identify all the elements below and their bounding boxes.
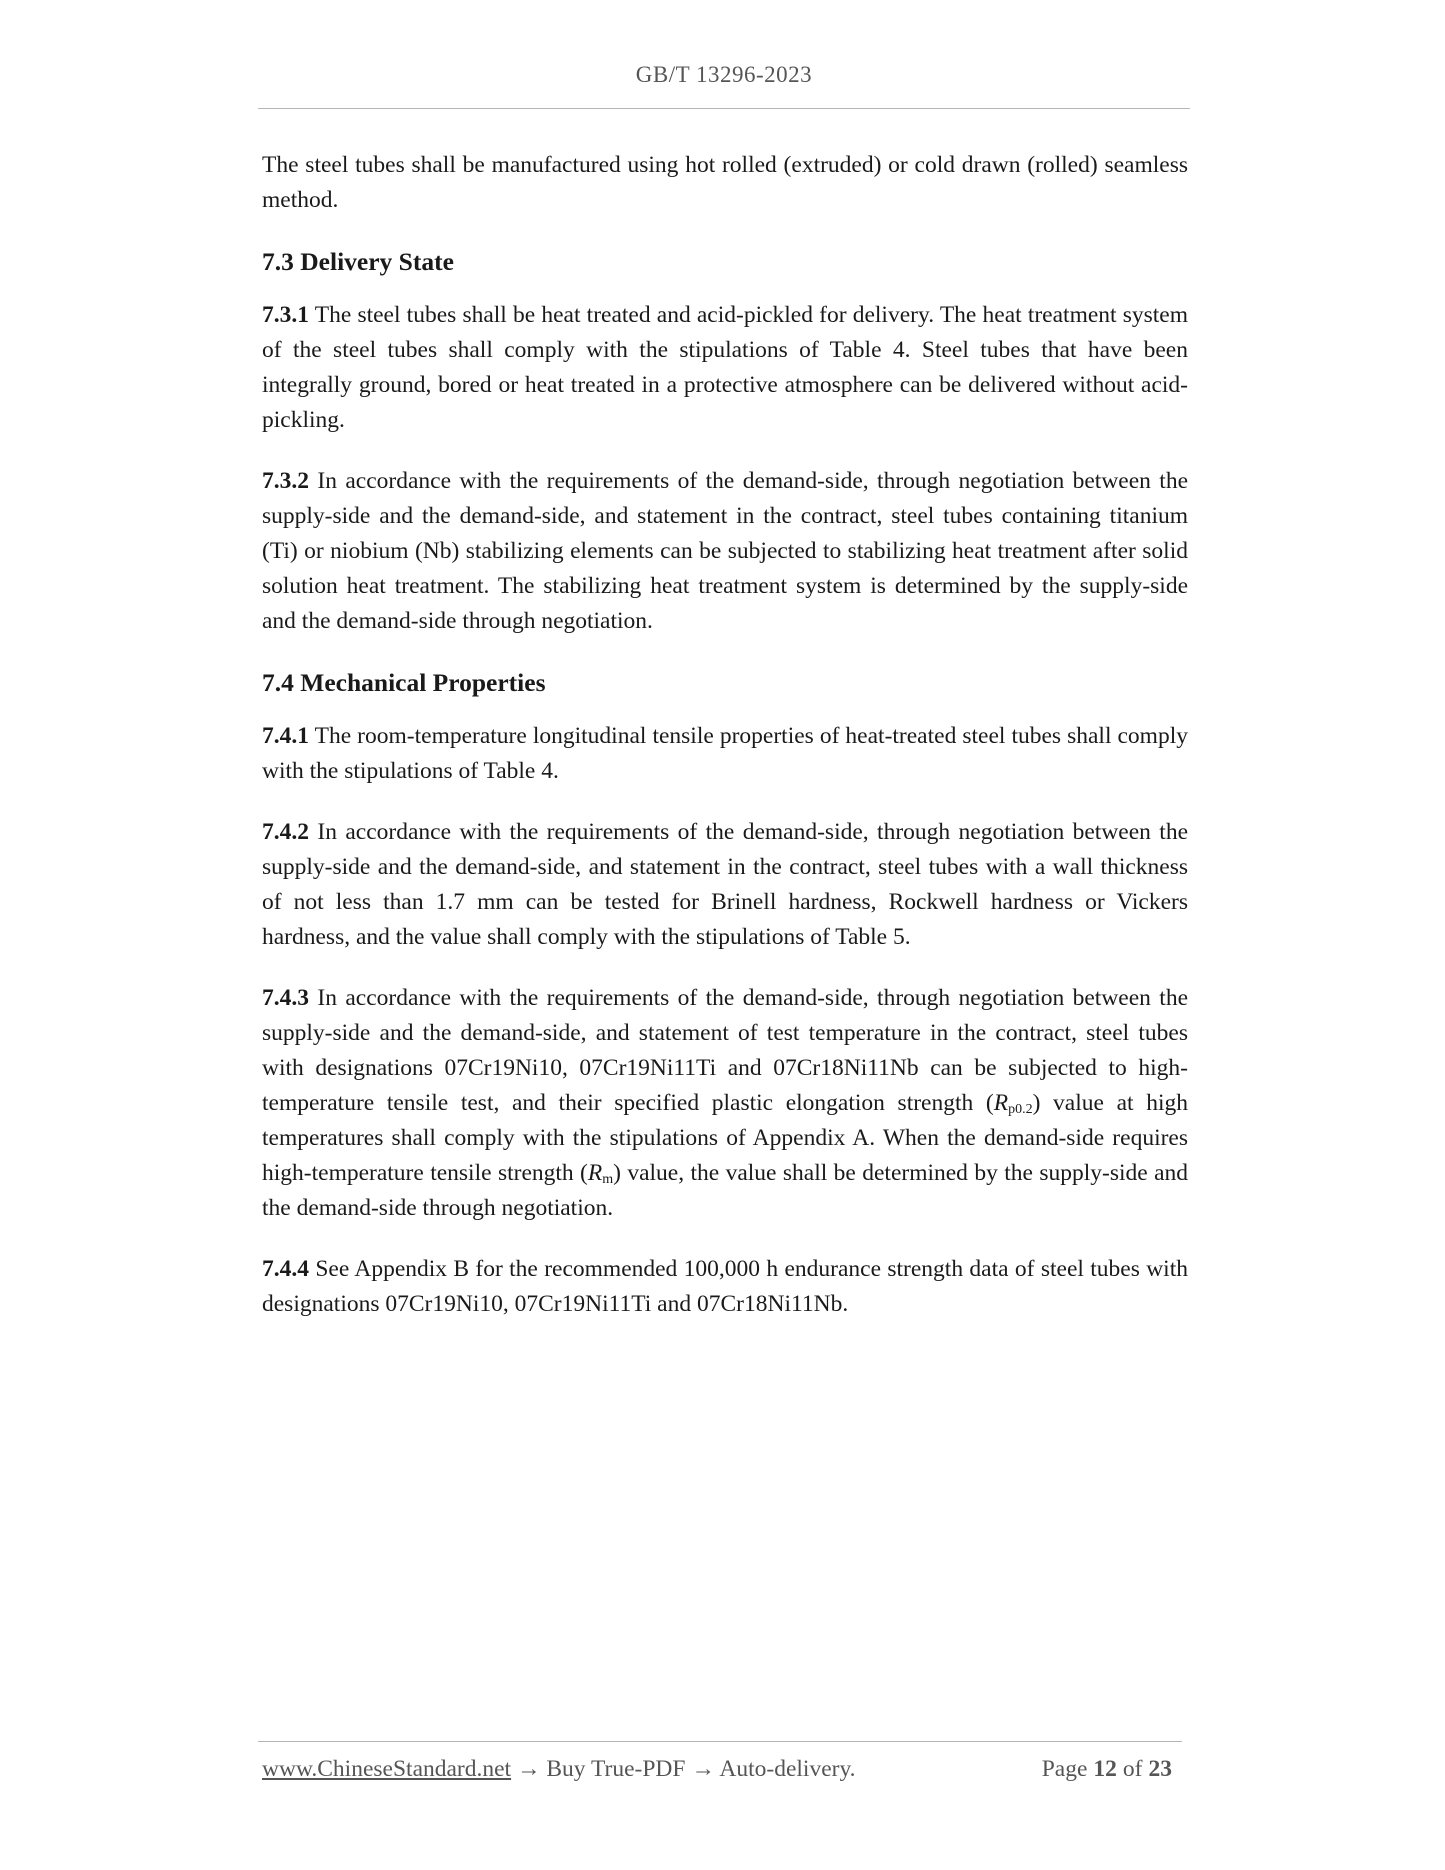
- subscript-m: m: [602, 1172, 614, 1187]
- symbol-r: R: [993, 1090, 1009, 1116]
- section-heading-7-3: 7.3 Delivery State: [262, 247, 454, 276]
- page-indicator: [1042, 1756, 1178, 1783]
- clause-number: 7.4.4: [262, 1256, 309, 1282]
- clause-7-4-1: [262, 719, 1188, 789]
- document-body: [262, 148, 1188, 1348]
- clause-text-part: In accordance with the requirements of the demand-side, through negotiation between the supply-side and the demand-side, and statement of test temperature in the contract, steel tubes with designations 07Cr19Ni10, 07Cr19Ni11Ti and 07Cr18Ni11Nb can be subjected to high-temperature tensile test, and their specified plastic elongation strength (: [262, 985, 1189, 1116]
- clause-number: 7.4.1: [262, 723, 309, 749]
- promo-text: → Buy True-PDF → Auto-delivery.: [511, 1756, 856, 1782]
- current-page-number: 12: [1093, 1756, 1117, 1782]
- clause-text: In accordance with the requirements of the demand-side, through negotiation between the supply-side and the demand-side, and statement in the contract, steel tubes with a wall thickness of not less than 1.7 mm can be tested for Brinell hardness, Rockwell hardness or Vickers hardness, and the value shall comply with the stipulations of Table 5.: [262, 819, 1189, 950]
- clause-7-3-1: [262, 298, 1188, 438]
- clause-text: See Appendix B for the recommended 100,000 h endurance strength data of steel tubes with designations 07Cr19Ni10, 07Cr19Ni11Ti and 07Cr18Ni11Nb.: [262, 1256, 1188, 1317]
- website-link[interactable]: www.ChineseStandard.net: [262, 1756, 512, 1782]
- clause-text-part: ) value at high temperatures shall comply with the stipulations of Appendix A. When the demand-side requires high-temperature tensile strength (: [262, 1090, 1188, 1186]
- clause-7-4-2: [262, 815, 1188, 955]
- subscript-p02: p0.2: [1008, 1102, 1033, 1117]
- clause-number: 7.3.2: [262, 468, 309, 494]
- clause-number: 7.4.3: [262, 985, 309, 1011]
- footer-promo: [262, 1756, 856, 1783]
- total-pages-number: 23: [1148, 1756, 1172, 1782]
- page-label: Page: [1041, 1756, 1088, 1782]
- footer-divider: [258, 1741, 1182, 1742]
- clause-7-4-3: [262, 981, 1188, 1226]
- clause-7-4-4: [262, 1252, 1188, 1322]
- symbol-r: R: [587, 1160, 603, 1186]
- clause-7-3-2: [262, 464, 1188, 639]
- clause-text-part: ) value, the value shall be determined by the supply-side and the demand-side through negotiation.: [262, 1160, 1188, 1221]
- clause-text: The room-temperature longitudinal tensile properties of heat-treated steel tubes shall comply with the stipulations of Table 4.: [262, 723, 1188, 784]
- of-label: of: [1122, 1756, 1143, 1782]
- clause-number: 7.4.2: [262, 819, 309, 845]
- intro-paragraph: The steel tubes shall be manufactured using hot rolled (extruded) or cold drawn (rolled) seamless method.: [262, 152, 1188, 213]
- clause-text: In accordance with the requirements of the demand-side, through negotiation between the supply-side and the demand-side, and statement in the contract, steel tubes containing titanium (Ti) or niobium (Nb) stabilizing elements can be subjected to stabilizing heat treatment after solid solution heat treatment. The stabilizing heat treatment system is determined by the supply-side and the demand-side through negotiation.: [262, 468, 1189, 634]
- clause-text: The steel tubes shall be heat treated and acid-pickled for delivery. The heat treatment system of the steel tubes shall comply with the stipulations of Table 4. Steel tubes that have been integrally ground, bored or heat treated in a protective atmosphere can be delivered without acid-pickling.: [262, 302, 1189, 433]
- header-divider: [258, 108, 1190, 109]
- page-header: GB/T 13296-2023: [635, 62, 813, 87]
- clause-number: 7.3.1: [262, 302, 309, 328]
- section-heading-7-4: 7.4 Mechanical Properties: [262, 668, 546, 697]
